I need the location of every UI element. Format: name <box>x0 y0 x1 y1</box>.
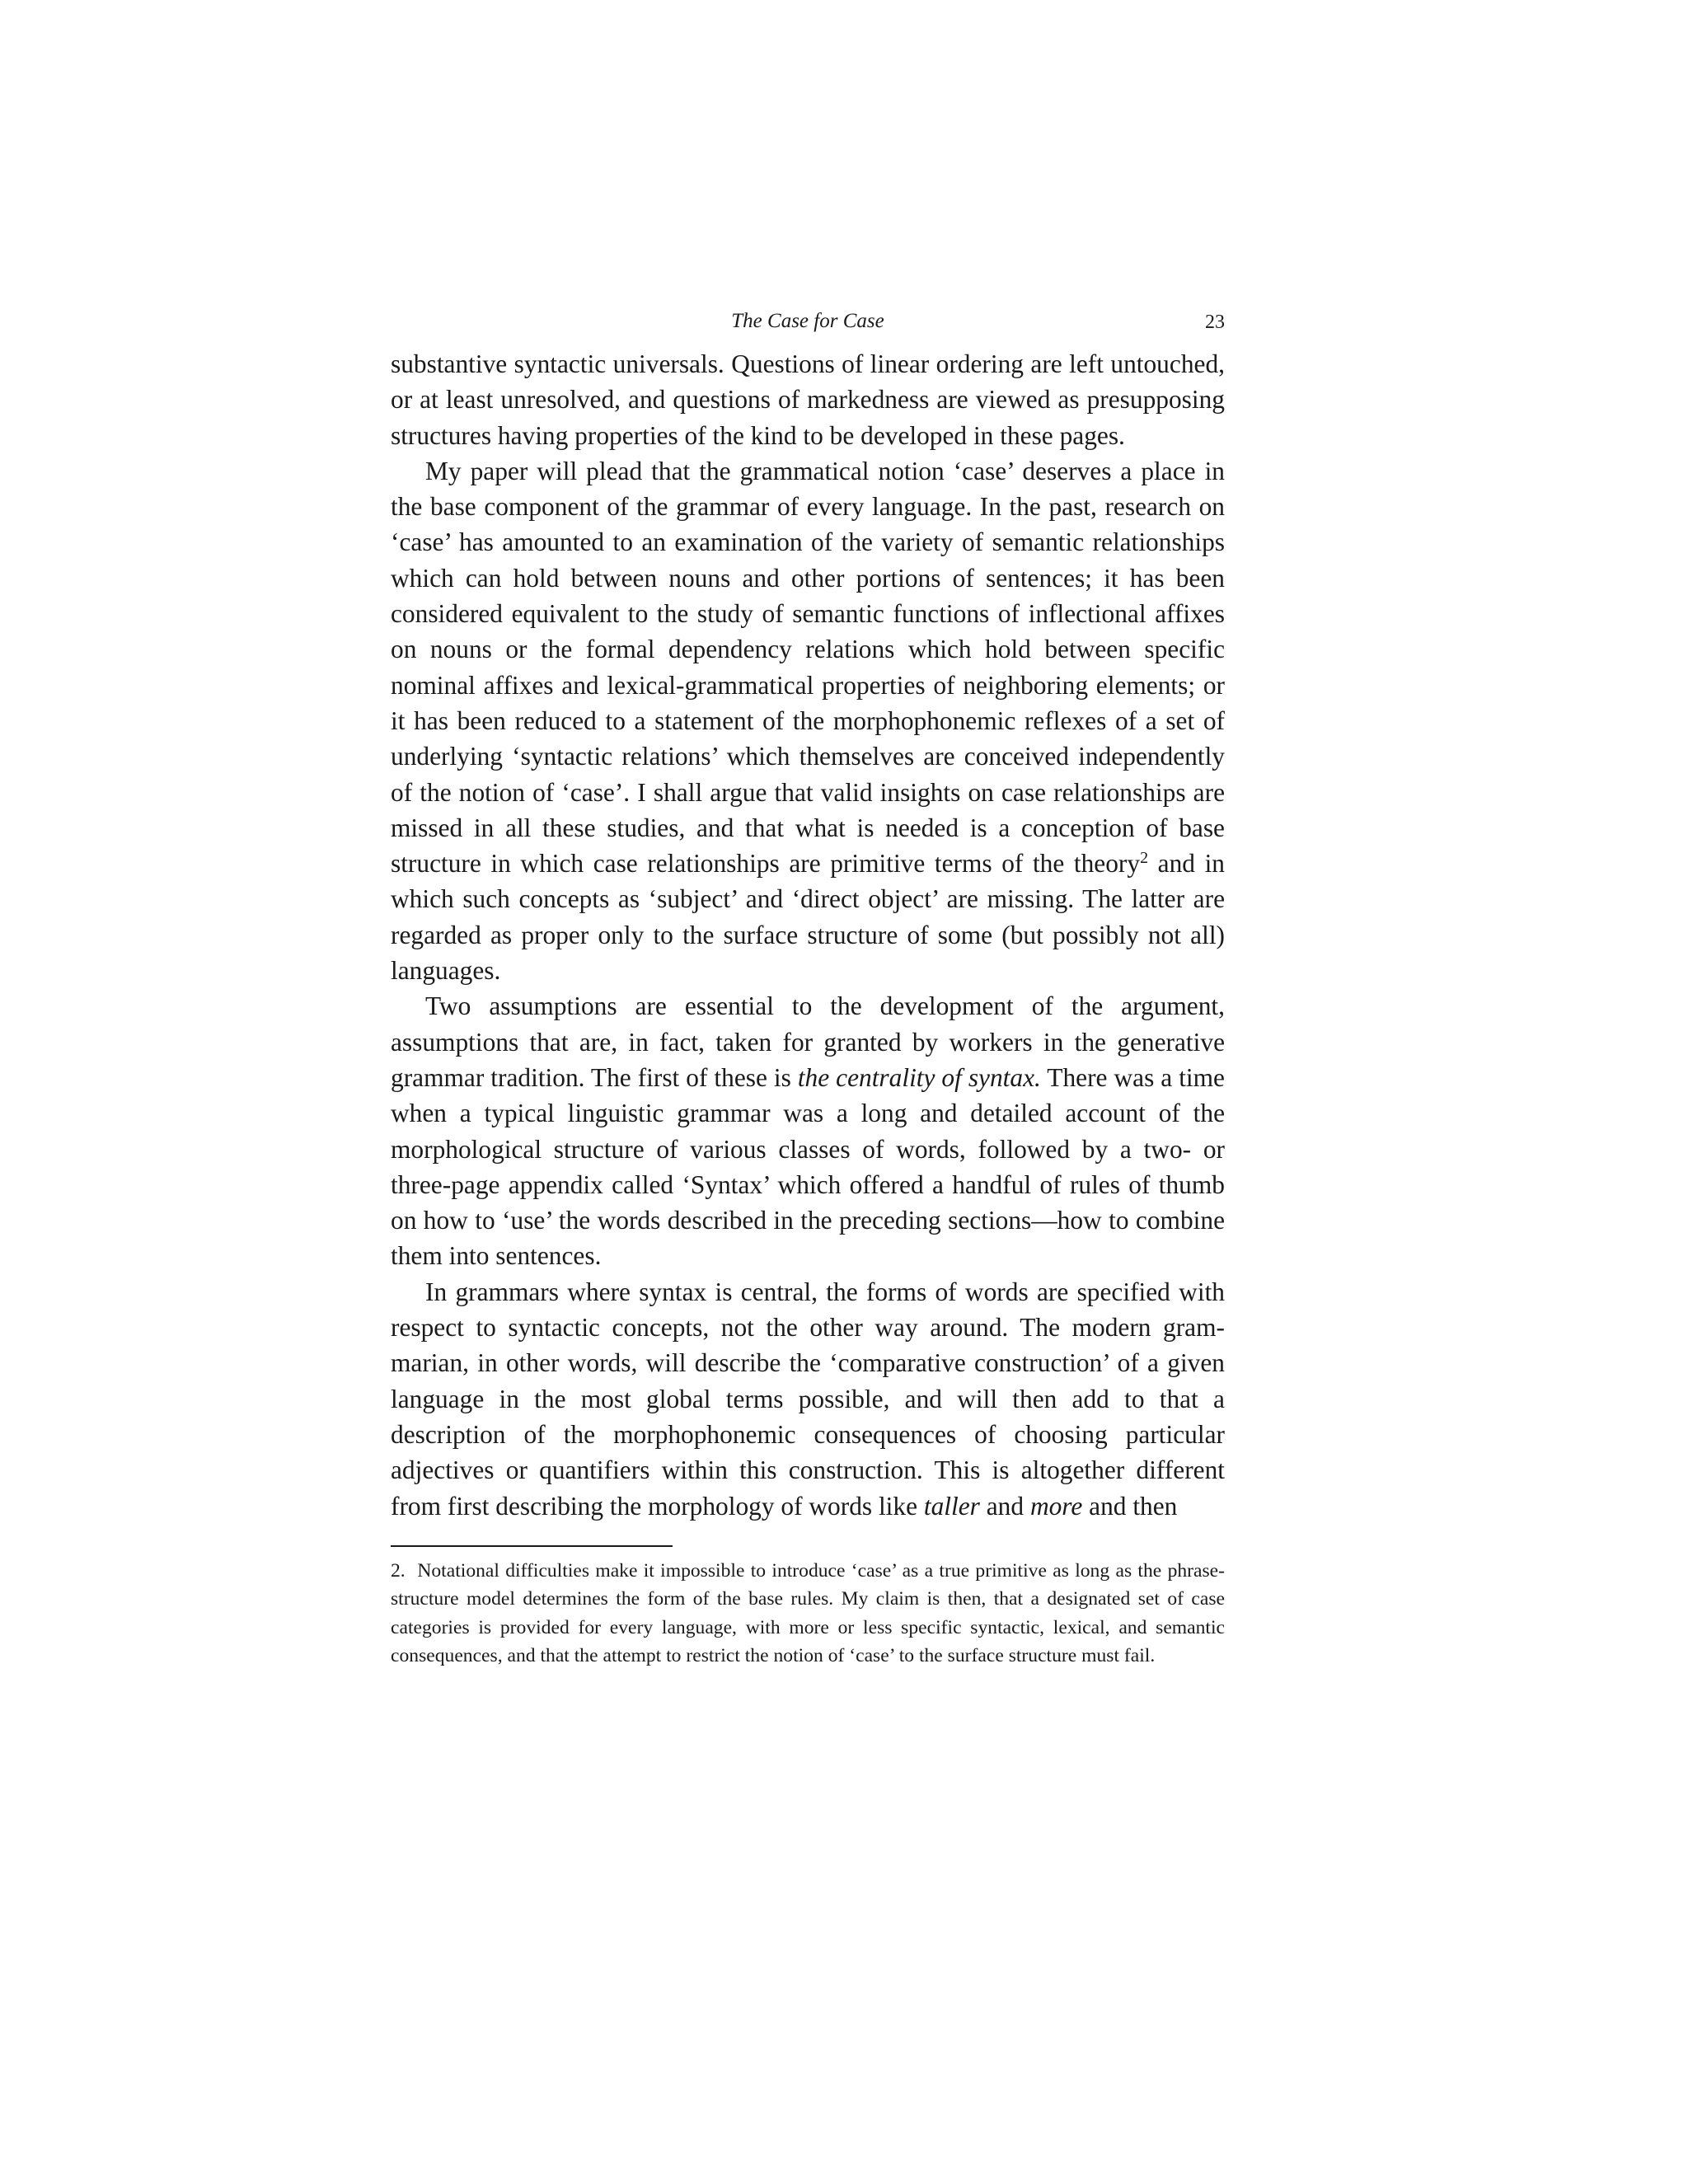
book-page <box>391 307 1225 1671</box>
body-paragraph <box>391 1274 1225 1524</box>
text-run: and in which such concepts as ‘subject’ and ‘direct object’ are missing. The latter are regarded as proper only to the surface structure of some (but possibly not all) languages. <box>391 849 1225 986</box>
footnote <box>391 1557 1225 1671</box>
body-paragraph <box>391 346 1225 453</box>
footnote-text: Notational difficulties make it impossible to introduce ‘case’ as a true primitive as long as the phrase-structure model determines the form of the base rules. My claim is then, that a designated set of case categories is provided for every language, with more or less specific syntactic, lexical, and semantic consequences, and that the attempt to restrict the notion of ‘case’ to the surface structure must fail. <box>391 1559 1226 1667</box>
body-paragraph <box>391 453 1225 988</box>
body-paragraph <box>391 988 1225 1273</box>
running-title: The Case for Case <box>731 310 884 332</box>
text-run: Two assumptions are essential to the development of the argument, assumptions that are, in fact, taken for granted by workers in the generative grammar tradition. The first of these is <box>391 991 1225 1092</box>
text-run: and <box>979 1491 1030 1521</box>
text-run: and then <box>1082 1491 1178 1521</box>
text-run: substantive syntactic universals. Questions of linear ordering are left untouched, or at least unresolved, and questions of markedness are viewed as presupposing structures having properties of the kind to be developed in these pages. <box>391 349 1225 450</box>
italic-phrase: more <box>1029 1491 1083 1521</box>
running-head <box>391 307 1225 343</box>
italic-phrase: the centrality of syntax. <box>797 1062 1041 1092</box>
footnote-marker: 2. <box>391 1559 406 1582</box>
text-run: My paper will plead that the grammatical notion ‘case’ deserves a place in the base component of the grammar of every language. In the past, research on ‘case’ has amounted to an examination of the variety of semantic relationships which can hold between nouns and other portions of sentences; it has been considered equivalent to the study of semantic functions of inflectional affixes on nouns or the formal dependency relations which hold between specific nominal affixes and lexical-grammatical properties of neighboring elements; or it has been reduced to a statement of the morphophonemic reflexes of a set of underlying ‘syntactic relations’ which themselves are conceived independently of the notion of ‘case’. I shall argue that valid insights on case relationships are missed in all these studies, and that what is needed is a conception of base structure in which case relationships are primitive terms of the theory <box>391 456 1225 879</box>
italic-phrase: taller <box>923 1491 980 1521</box>
page-number: 23 <box>1205 312 1225 333</box>
text-run: There was a time when a typical linguistic grammar was a long and detailed account of the morphological structure of various classes of words, followed by a two- or three-page appendix called ‘Syntax’ which offered a handful of rules of thumb on how to ‘use’ the words described in the preceding sections—how to combine them into sentences. <box>391 1062 1225 1271</box>
text-run: In grammars where syntax is central, the forms of words are specified with respect to syntactic concepts, not the other way around. The modern grammarian, in other words, will describe the ‘comparative construction’ of a given language in the most global terms possible, and will then add to that a description of the morphophonemic consequences of choosing particular adjectives or quantifiers within this construction. This is altogether different from first describing the morphology of words like <box>391 1277 1225 1521</box>
footnote-reference: 2 <box>1140 849 1149 868</box>
body-text <box>391 346 1225 1524</box>
footnote-rule <box>391 1545 673 1547</box>
